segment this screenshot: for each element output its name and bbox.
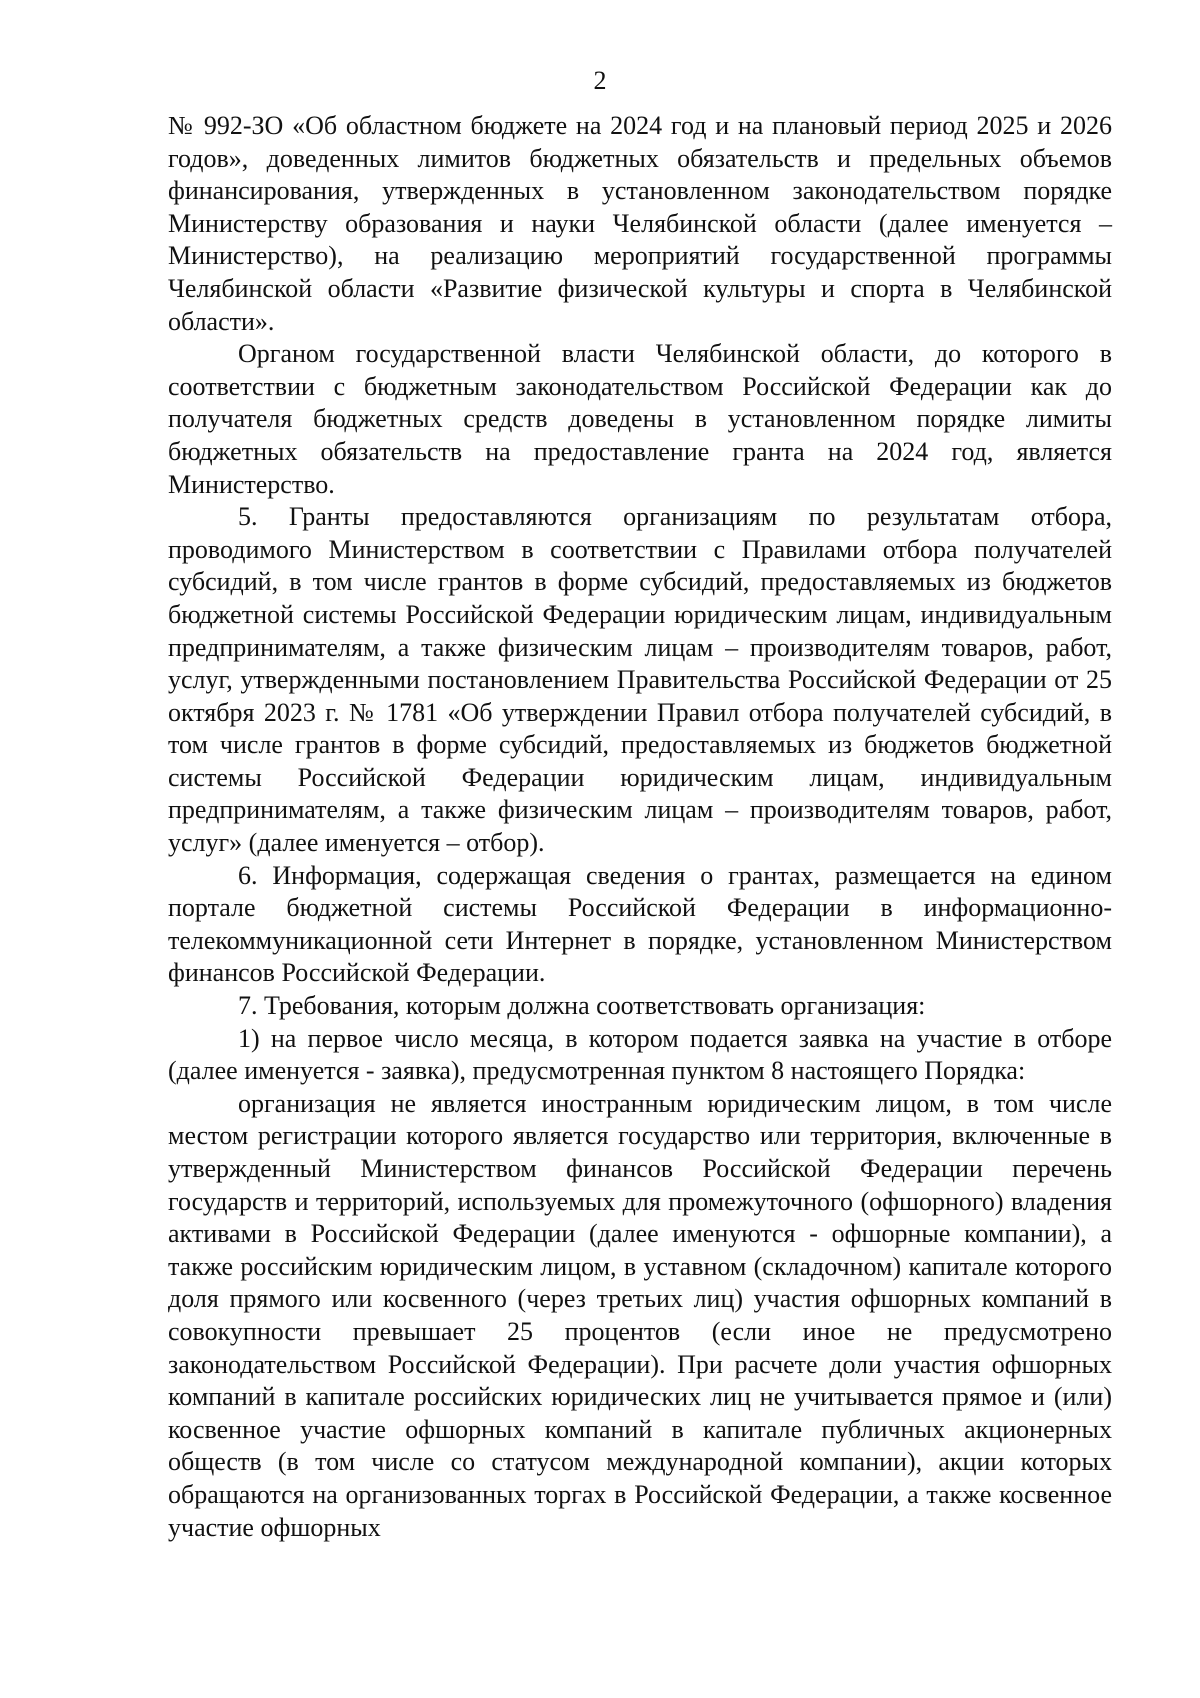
document-body xyxy=(168,110,1112,1544)
paragraph-subitem-1-application-date: 1) на первое число месяца, в котором подается заявка на участие в отборе (далее именуется - заявка), предусмотренная пунктом 8 настоящего Порядка: xyxy=(168,1023,1112,1086)
paragraph-item-5-grants-selection: 5. Гранты предоставляются организациям по результатам отбора, проводимого Министерством в соответствии с Правилами отбора получателей субсидий, в том числе грантов в форме субсидий, предоставляемых из бюджетов бюджетной системы Российской Федерации юридическим лицам, индивидуальным предпринимателям, а также физическим лицам – производителям товаров, работ, услуг, утвержденными постановлением Правительства Российской Федерации от 25 октября 2023 г. № 1781 «Об утверждении Правил отбора получателей субсидий, в том числе грантов в форме субсидий, предоставляемых из бюджетов бюджетной системы Российской Федерации юридическим лицам, индивидуальным предпринимателям, а также физическим лицам – производителям товаров, работ, услуг» (далее именуется – отбор). xyxy=(168,502,1112,858)
paragraph-offshore-requirement: организация не является иностранным юридическим лицом, в том числе местом регистрации которого является государство или территория, включенные в утвержденный Министерством финансов Российской Федерации перечень государств и территорий, используемых для промежуточного (офшорного) владения активами в Российской Федерации (далее именуются - офшорные компании), а также российским юридическим лицом, в уставном (складочном) капитале которого доля прямого или косвенного (через третьих лиц) участия офшорных компаний в совокупности превышает 25 процентов (если иное не предусмотрено законодательством Российской Федерации). При расчете доли участия офшорных компаний в капитале российских юридических лиц не учитывается прямое и (или) косвенное участие офшорных компаний в капитале публичных акционерных обществ (в том числе со статусом международной компании), акции которых обращаются на организованных торгах в Российской Федерации, а также косвенное участие офшорных xyxy=(168,1088,1112,1542)
paragraph-budget-law-continuation: № 992-ЗО «Об областном бюджете на 2024 год и на плановый период 2025 и 2026 годов», доведенных лимитов бюджетных обязательств и предельных объемов финансирования, утвержденных в установленном законодательством порядке Министерству образования и науки Челябинской области (далее именуется – Министерство), на реализацию мероприятий государственной программы Челябинской области «Развитие физической культуры и спорта в Челябинской области». xyxy=(168,111,1112,336)
page-number: 2 xyxy=(593,66,607,95)
paragraph-item-7-requirements: 7. Требования, которым должна соответствовать организация: xyxy=(238,991,926,1021)
paragraph-government-body: Органом государственной власти Челябинской области, до которого в соответствии с бюджетным законодательством Российской Федерации как до получателя бюджетных средств доведены в установленном порядке лимиты бюджетных обязательств на предоставление гранта на 2024 год, является Министерство. xyxy=(168,339,1112,499)
paragraph-item-6-information-portal: 6. Информация, содержащая сведения о грантах, размещается на едином портале бюджетной системы Российской Федерации в информационно-телекоммуникационной сети Интернет в порядке, установленном Министерством финансов Российской Федерации. xyxy=(168,860,1112,988)
